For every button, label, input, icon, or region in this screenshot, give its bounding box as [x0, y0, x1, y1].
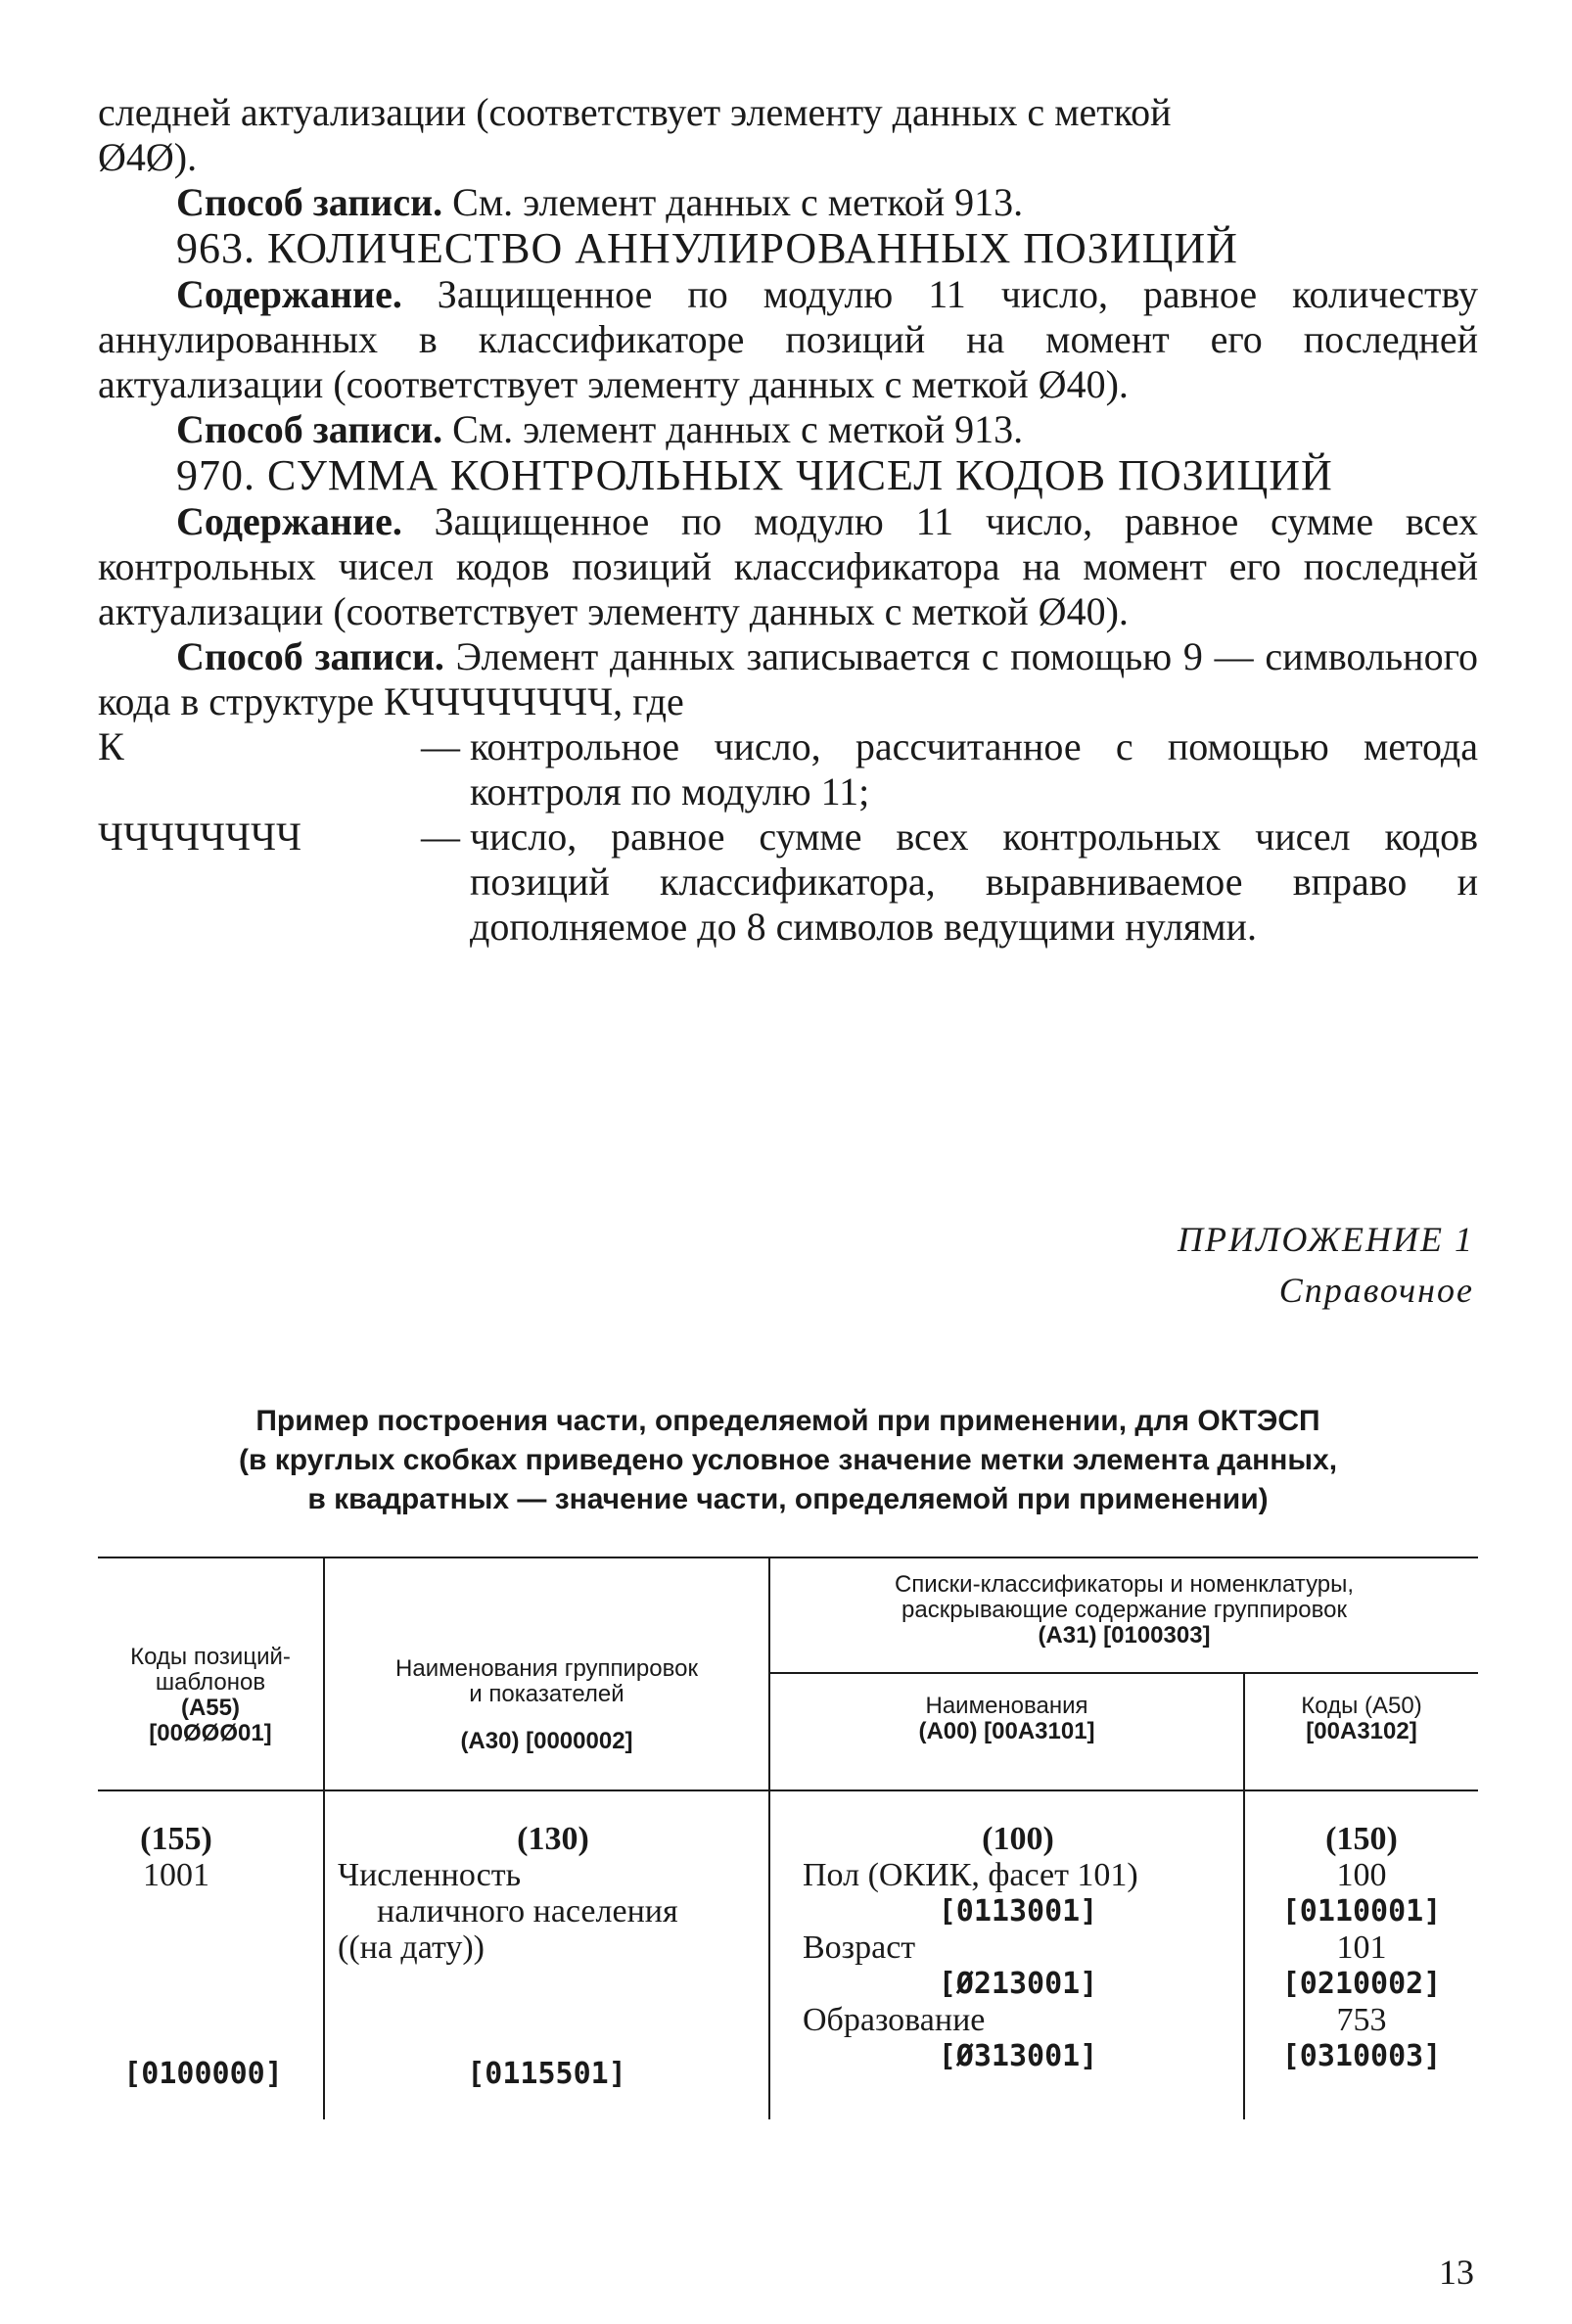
section-963-heading: 963. КОЛИЧЕСТВО АННУЛИРОВАННЫХ ПОЗИЦИЙ [176, 224, 1238, 272]
section-970-method [98, 634, 1478, 724]
method-label: Способ записи. [176, 634, 444, 678]
content-label: Содержание. [176, 272, 402, 316]
method-text: Элемент данных записывается с помощью 9 — символьного кода в структуре КЧЧЧЧЧЧЧЧ, где [98, 634, 1478, 723]
cell-item-code: [0113001] [938, 1894, 1098, 1929]
header-line: Наименования [925, 1693, 1088, 1719]
table-caption-line-2: (в круглых скобках приведено условное значение метки элемента данных, [238, 1444, 1338, 1476]
cell-tag: (150) [1325, 1821, 1398, 1857]
content-label: Содержание. [176, 499, 402, 543]
cell-value: 753 [1336, 2002, 1387, 2038]
header-line: Коды (А50) [1301, 1693, 1422, 1719]
body-col2 [338, 1821, 768, 1966]
body-col2-bracket: [0115501] [467, 2057, 626, 2091]
appendix-title: ПРИЛОЖЕНИЕ 1 [1178, 1220, 1474, 1259]
section-963-content [98, 272, 1478, 407]
cell-tag: (130) [517, 1821, 589, 1857]
intro-line-1: следней актуализации (соответствует элементу данных с меткой [98, 90, 1172, 134]
body-col1-bracket: [0100000] [123, 2057, 283, 2091]
method-text: См. элемент данных с меткой 913. [442, 180, 1024, 224]
definition-text: контрольное число, рассчитанное с помощью метода контроля по модулю 11; [470, 724, 1478, 813]
page-number: 13 [1439, 2253, 1474, 2292]
header-line: и показателей [469, 1681, 624, 1707]
intro-line-2: Ø4Ø). [98, 135, 198, 179]
header-line: (А31) [0100303] [1038, 1622, 1211, 1649]
header-line: (А30) [0000002] [460, 1728, 633, 1754]
cell-item-code: [Ø313001] [938, 2039, 1098, 2073]
method-label: Способ записи. [176, 407, 443, 451]
cell-tag: (100) [982, 1821, 1054, 1857]
header-line: [00А3102] [1306, 1718, 1417, 1744]
appendix-label [1178, 1214, 1474, 1316]
header-line: Коды позиций- [130, 1644, 291, 1670]
cell-value-code: [0310003] [1281, 2039, 1442, 2073]
body-col1 [98, 1821, 254, 1893]
method-label: Способ записи. [176, 180, 443, 224]
definition-k [98, 724, 1478, 814]
header-line: шаблонов [155, 1669, 266, 1696]
content-text: Защищенное по модулю 11 число, равное количеству аннулированных в классификаторе позиций на момент его последней актуализации (соответствует элементу данных с меткой Ø40). [98, 272, 1478, 406]
header-line: (А00) [00А3101] [918, 1718, 1095, 1744]
cell-line: наличного населения [377, 1893, 678, 1929]
definition-dash: — [421, 724, 460, 768]
cell-value-code: [0110001] [1281, 1894, 1442, 1929]
cell-item: Пол (ОКИК, фасет 101) [803, 1857, 1138, 1893]
intro-method [98, 180, 1478, 225]
table-caption-line-1: Пример построения части, определяемой при применении, для ОКТЭСП [255, 1405, 1320, 1437]
section-970-content [98, 499, 1478, 634]
header-line: Наименования группировок [395, 1655, 698, 1682]
table-col-divider-1 [323, 1557, 325, 2119]
appendix-subtitle: Справочное [1278, 1271, 1474, 1310]
cell-line: Численность [338, 1857, 522, 1893]
header-codes-templates [98, 1645, 323, 1746]
cell-value-code: [0210002] [1281, 1967, 1442, 2001]
body-col4 [1245, 1821, 1478, 2074]
table-subheader-rule [768, 1672, 1478, 1674]
definition-ch [98, 814, 1478, 950]
method-text: См. элемент данных с меткой 913. [442, 407, 1024, 451]
header-line: раскрывающие содержание группировок [902, 1597, 1347, 1623]
cell-item-code: [Ø213001] [938, 1967, 1098, 2001]
definition-term: К [98, 724, 124, 768]
header-line: Списки-классификаторы и номенклатуры, [894, 1571, 1355, 1598]
definition-text: число, равное сумме всех контрольных чисел кодов позиций классификатора, выравниваемое вправо и дополняемое до 8 символов ведущими нулями. [470, 814, 1478, 949]
header-codes [1245, 1694, 1478, 1744]
header-line: [00ØØØ01] [149, 1720, 272, 1746]
cell-item: Возраст [803, 1929, 916, 1966]
header-names [770, 1694, 1243, 1744]
section-970-heading: 970. СУММА КОНТРОЛЬНЫХ ЧИСЕЛ КОДОВ ПОЗИЦИЙ [176, 451, 1333, 499]
example-table [98, 1557, 1478, 2119]
cell-value: 100 [1336, 1857, 1387, 1893]
section-963-method [98, 407, 1478, 452]
definition-dash: — [421, 814, 460, 859]
cell-value: 101 [1336, 1929, 1387, 1966]
cell-tag: (155) [140, 1821, 212, 1857]
header-line: (А55) [180, 1695, 240, 1721]
content-text: Защищенное по модулю 11 число, равное сумме всех контрольных чисел кодов позиций классификатора на момент его последней актуализации (соответствует элементу данных с меткой Ø40). [98, 499, 1478, 633]
header-classifiers [770, 1572, 1478, 1649]
cell-item: Образование [803, 2002, 986, 2038]
table-top-rule [98, 1557, 1478, 1558]
cell-line: ((на дату)) [338, 1929, 485, 1966]
table-caption-line-3: в квадратных — значение части, определяемой при применении) [307, 1483, 1269, 1515]
table-caption [98, 1402, 1478, 1519]
definition-term: ЧЧЧЧЧЧЧЧ [98, 814, 301, 859]
body-col3 [803, 1821, 1233, 2074]
table-header-rule [98, 1789, 1478, 1791]
cell-code: 1001 [143, 1857, 209, 1893]
main-text [98, 90, 1478, 950]
header-group-names [325, 1656, 768, 1754]
